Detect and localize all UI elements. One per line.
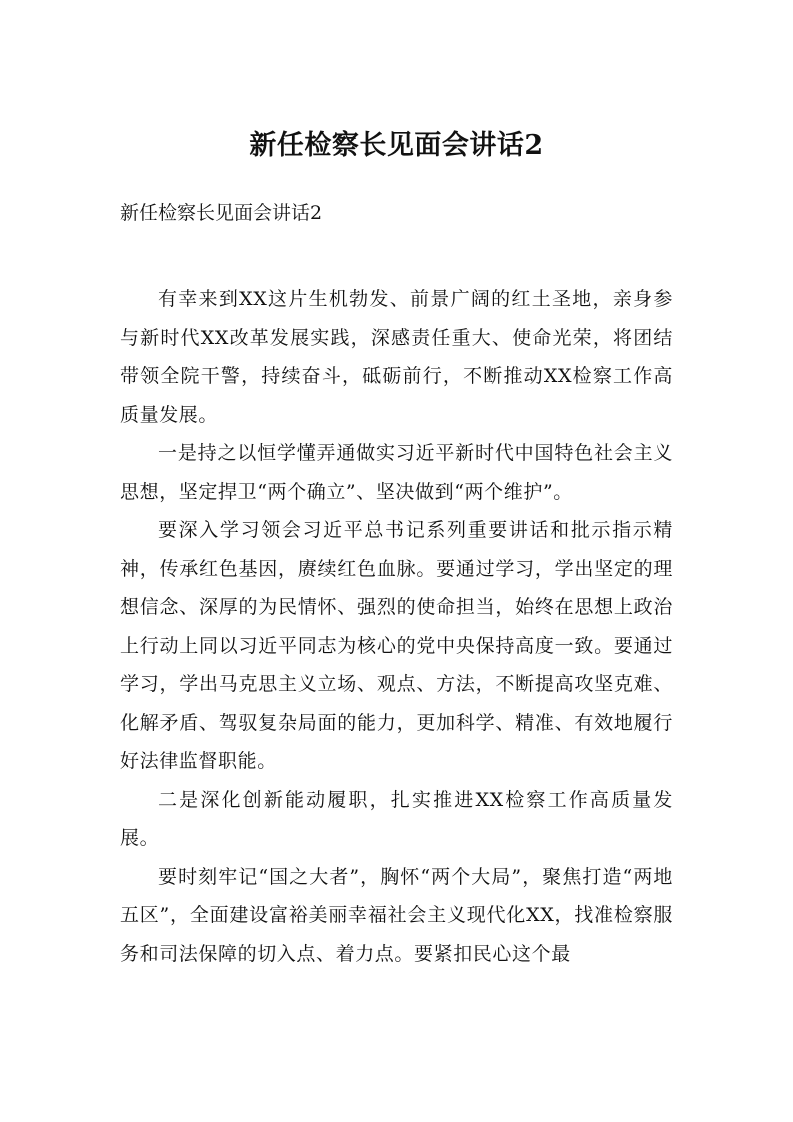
paragraph: 要深入学习领会习近平总书记系列重要讲话和批示指示精神，传承红色基因，赓续红色血脉。要通过学习，学出坚定的理想信念、深厚的为民情怀、强烈的使命担当，始终在思想上政治上行动上同以习近平同志为核心的党中央保持高度一致。要通过学习，学出马克思主义立场、观点、方法，不断提高攻坚克难、化解矛盾、驾驭复杂局面的能力，更加科学、精准、有效地履行好法律监督职能。 bbox=[120, 519, 673, 772]
paragraph: 有幸来到XX这片生机勃发、前景广阔的红土圣地，亲身参与新时代XX改革发展实践，深感责任重大、使命光荣，将团结带领全院干警，持续奋斗，砥砺前行，不断推动XX检察工作高质量发展。 bbox=[120, 288, 673, 426]
document-body bbox=[120, 280, 673, 973]
paragraph: 要时刻牢记“国之大者”，胸怀“两个大局”，聚焦打造“两地五区”，全面建设富裕美丽幸福社会主义现代化XX，找准检察服务和司法保障的切入点、着力点。要紧扣民心这个最 bbox=[120, 865, 673, 965]
paragraph: 一是持之以恒学懂弄通做实习近平新时代中国特色社会主义思想，坚定捍卫“两个确立”、坚决做到“两个维护”。 bbox=[120, 442, 673, 503]
document-title: 新任检察长见面会讲话2 bbox=[249, 130, 544, 161]
document-subtitle: 新任检察长见面会讲话2 bbox=[120, 202, 323, 224]
paragraph: 二是深化创新能动履职，扎实推进XX检察工作高质量发展。 bbox=[120, 788, 673, 849]
